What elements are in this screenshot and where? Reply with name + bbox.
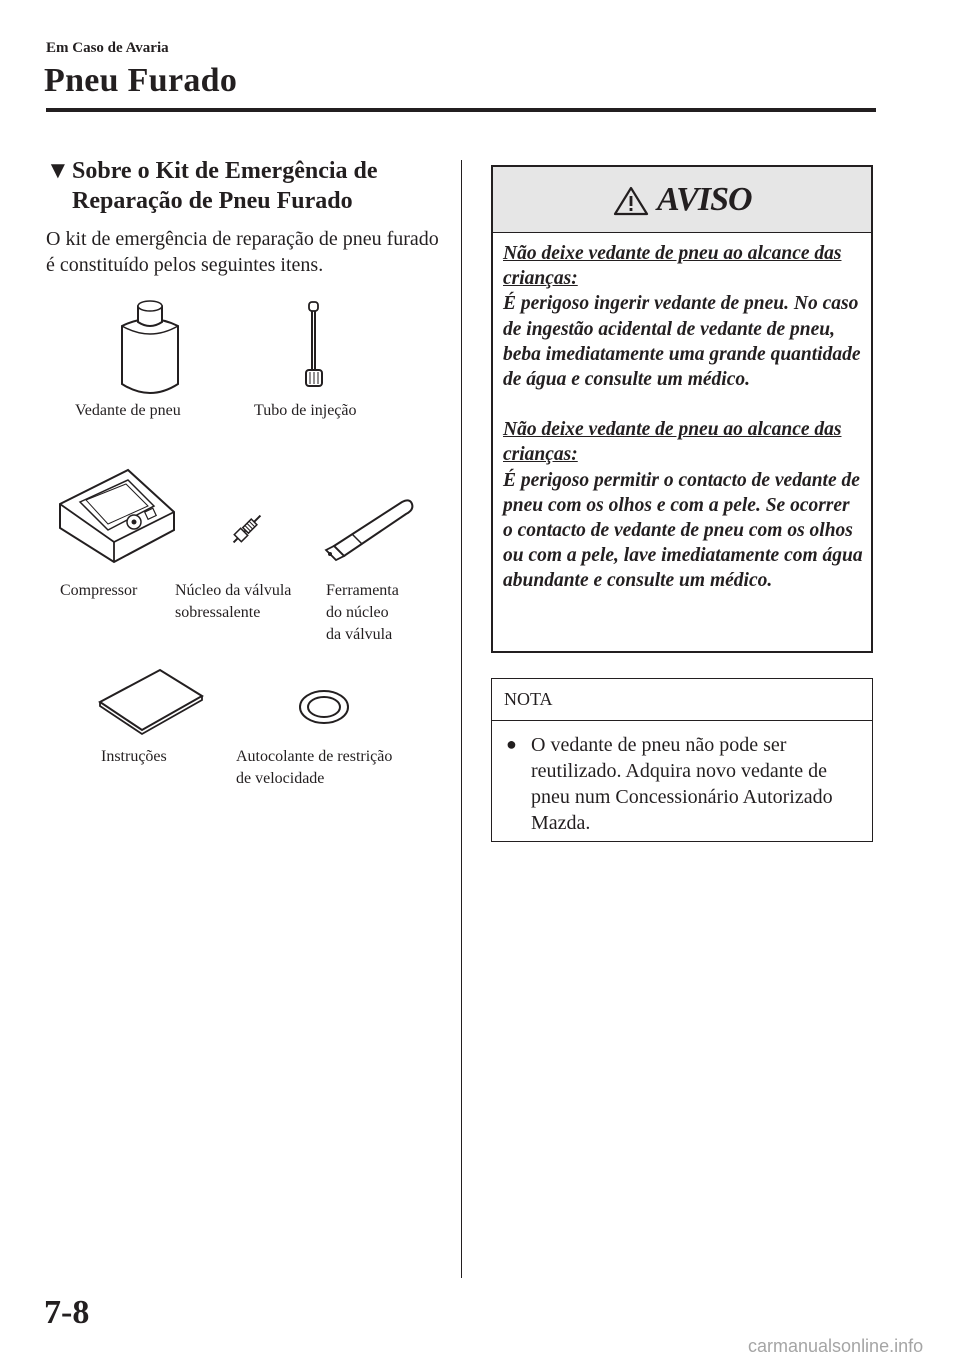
warning-title: AVISO <box>657 181 752 218</box>
chapter-title: Em Caso de Avaria <box>46 40 169 56</box>
speed-sticker-label-line1: Autocolante de restrição <box>236 748 393 765</box>
warning-text-2: É perigoso permitir o contacto de vedante de pneu com os olhos e com a pele. Se ocorrer o contacto de vedante de pneu com os olhos ou com a pele, lave imediatamente com água abundante e consulte um médico. <box>503 469 863 592</box>
instructions-booklet-icon <box>96 666 206 736</box>
note-header <box>492 679 872 721</box>
subsection-heading <box>46 156 446 216</box>
subsection-title-line1: Sobre o Kit de Emergência de <box>72 158 378 184</box>
subsection-title-line2: Reparação de Pneu Furado <box>72 188 353 214</box>
speed-sticker-label-line2: de velocidade <box>236 770 325 787</box>
triangle-marker-icon: ▼ <box>46 158 70 184</box>
valve-core-tool-icon <box>322 494 416 562</box>
warning-heading-1: Não deixe vedante de pneu ao alcance das crianças: <box>503 243 842 290</box>
warning-text-1: É perigoso ingerir vedante de pneu. No caso de ingestão acidental de vedante de pneu, beba imediatamente uma grande quantidade de água e consulte um médico. <box>503 293 861 391</box>
valve-tool-label-line3: da válvula <box>326 626 393 643</box>
compressor-label: Compressor <box>60 582 138 599</box>
valve-core-label-line2: sobressalente <box>175 604 261 621</box>
sealant-bottle-icon <box>100 298 200 402</box>
header-rule <box>46 108 876 112</box>
watermark: carmanualsonline.info <box>748 1336 924 1356</box>
column-divider <box>461 160 462 1278</box>
intro-paragraph: O kit de emergência de reparação de pneu furado é constituído pelos seguintes itens. <box>46 228 439 276</box>
warning-body <box>503 241 863 594</box>
bullet-icon: ● <box>506 734 517 754</box>
valve-core-label-line1: Núcleo da válvula <box>175 582 292 599</box>
warning-box <box>491 165 873 653</box>
note-title: NOTA <box>504 689 553 709</box>
warning-triangle-icon <box>613 186 649 216</box>
warning-header <box>493 167 871 233</box>
speed-sticker-icon <box>298 688 350 726</box>
injection-tube-icon <box>298 300 338 392</box>
valve-core-icon <box>224 506 270 552</box>
section-title: Pneu Furado <box>44 62 238 99</box>
valve-tool-label-line1: Ferramenta <box>326 582 399 599</box>
note-text: O vedante de pneu não pode ser reutilizado. Adquira novo vedante de pneu num Concessionário Autorizado Mazda. <box>531 734 833 834</box>
instructions-label: Instruções <box>101 748 167 765</box>
warning-heading-2: Não deixe vedante de pneu ao alcance das crianças: <box>503 419 842 466</box>
note-box <box>491 678 873 842</box>
valve-tool-label-line2: do núcleo <box>326 604 389 621</box>
page-number: 7-8 <box>44 1294 90 1331</box>
sealant-label: Vedante de pneu <box>75 402 181 419</box>
injection-tube-label: Tubo de injeção <box>254 402 357 419</box>
warning-spacer <box>503 392 863 417</box>
compressor-icon <box>56 466 178 566</box>
